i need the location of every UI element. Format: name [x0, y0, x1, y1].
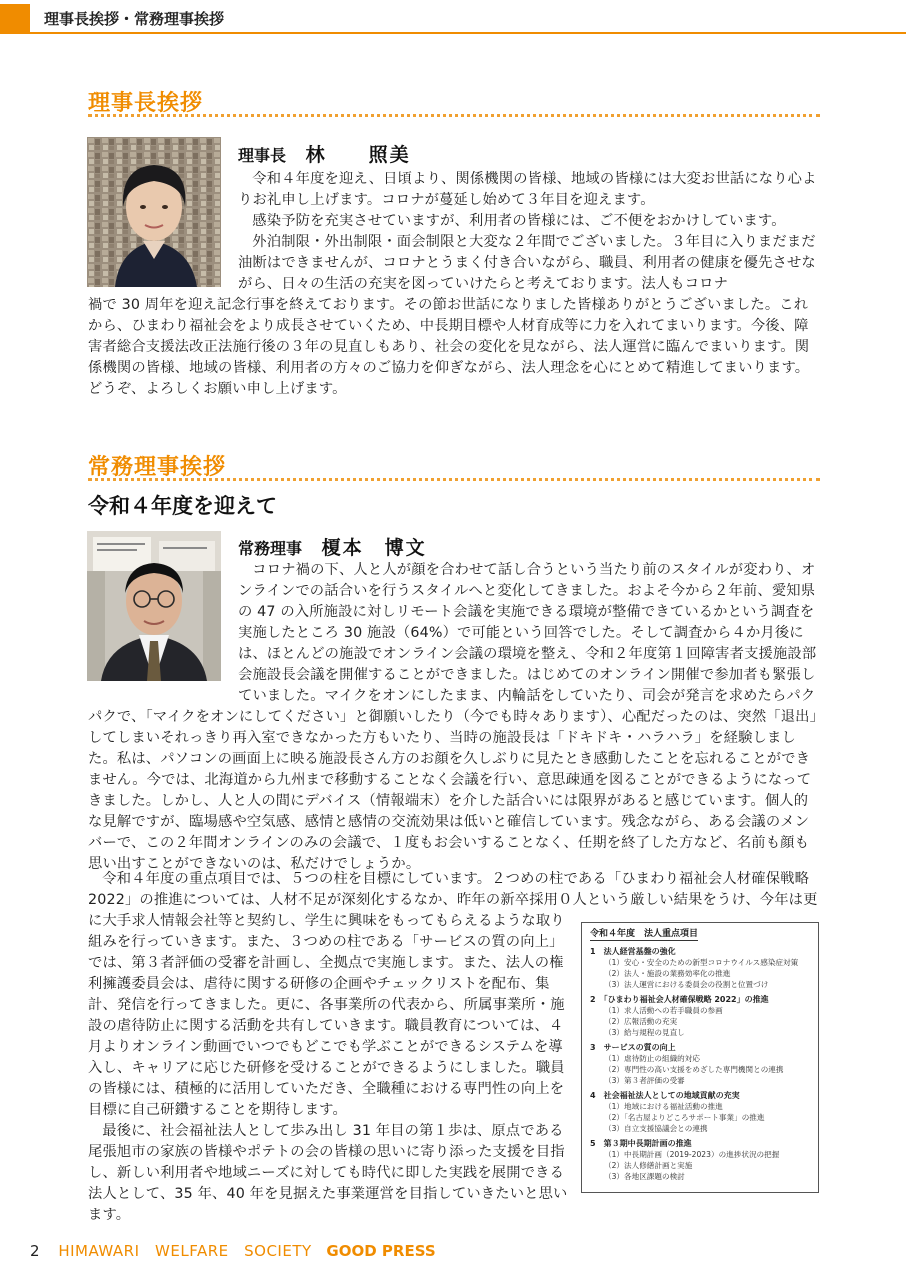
priority-heading: 1 法人経営基盤の強化: [590, 947, 676, 956]
priority-item: （1）虐待防止の組織的対応: [604, 1054, 700, 1063]
section-divider: [88, 114, 820, 117]
priority-item: （3）自立支援協議会との連携: [604, 1124, 708, 1133]
section-title-executive: 常務理事挨拶: [88, 455, 227, 480]
priority-group: [590, 1042, 810, 1086]
priority-item: （3）第３者評価の受審: [604, 1076, 685, 1085]
priority-item: （1）求人活動への若手職員の参画: [604, 1006, 723, 1015]
chairman-name-line: [238, 140, 411, 167]
executive-subtitle: 令和４年度を迎えて: [88, 494, 277, 518]
chairman-role: 理事長: [238, 146, 287, 165]
paragraph: に大手求人情報会社等と契約し、学生に興味をもってもらえるような取り組みを行っていきます。また、３つめの柱である「サービスの質の向上」では、第３者評価の受審を計画し、全拠点で実施します。また、法人の権利擁護委員会は、虐待に関する研修の企画やチェックリストを配布、集計、発信を行ってきました。更に、各事業所の代表から、所属事業所・施設の虐待防止に関する活動を共有していきます。職員教育については、４月よりオンライン動画でいつでもどこでも学ぶことができるシステムを導入し、キャリアに応じた研修を受けることができるようにしました。職員の皆様には、積極的に活用していただき、全職種における専門性の向上を目標に自己研鑽することを期待します。: [88, 913, 565, 1118]
society-name: HIMAWARI WELFARE SOCIETY: [58, 1242, 312, 1260]
priority-item: （1）安心・安全のための新型コロナウイルス感染症対策: [604, 958, 799, 967]
executive-message-narrow: [88, 911, 570, 1226]
paragraph: コロナ禍の下、人と人が顔を合わせて話し合うという当たり前のスタイルが変わり、オンラインでの話合いを行うスタイルへと変化してきました。およそ今から２年前、愛知県の 47 の入所施設に対しリモート会議を実施できる環境が整備できているかという調査を実施したところ 30 施設（64%）で可能という回答でした。そして調査から４か月後には、ほとんどの施設でオンライン会議の環境を整え、令和２年度第１回障害者支援施設部会施設長会議を開催することができました。はじめてのオンライン開催で参加者も緊張していました。マイクをオンにしたまま、内輪話をしていたり、司会が発言を求めたらパク: [238, 562, 817, 704]
paragraph: 感染予防を充実させていますが、利用者の皆様には、ご不便をおかけしています。: [252, 213, 786, 229]
executive-message-top: [238, 560, 820, 707]
paragraph: 令和４年度を迎え、日頃より、関係機関の皆様、地域の皆様には大変お世話になり心よりお礼申し上げます。コロナが蔓延し始めて３年目を迎えます。: [238, 171, 817, 208]
chairman-message-bottom: [88, 295, 820, 400]
priority-item: （3）給与規程の見直し: [604, 1028, 685, 1037]
priority-heading: 4 社会福祉法人としての地域貢献の充実: [590, 1091, 740, 1100]
paragraph: パクで、「マイクをオンにしてください」と御願いしたり（今でも時々あります）、心配だったのは、突然「退出」してしまいそれっきり再入室できなかった方もいたり、当時の施設長は「ドキドキ・ハラハラ」を経験しました。私は、パソコンの画面上に映る施設長さん方のお顔を久しぶりに見たとき感動したことを忘れることができません。今では、北海道から九州まで移動することなく会議を行い、意思疎通を図ることができるようになってきました。しかし、人と人の間にデバイス（情報端末）を介した話合いには限界があると感じています。個人的な見解ですが、臨場感や空気感、感情と感情の交流効果は低いと確信しています。残念ながら、ある会議のメンバーで、この２年間オンラインのみの会議で、１度もお会いすることなく、任期を終了した方など、名前も顔も思い出すことができないのは、私だけでしょうか。: [88, 709, 817, 872]
executive-photo: [87, 531, 221, 681]
priority-group: [590, 1138, 810, 1182]
paragraph: 外泊制限・外出制限・面会制限と大変な２年間でございました。３年目に入りまだまだ油断はできませんが、コロナとうまく付き合いながら、職員、利用者の健康を優先させながら、日々の生活の充実を図っていけたらと考えております。法人もコロナ: [238, 234, 816, 292]
page-footer: [30, 1240, 436, 1262]
paragraph: 令和４年度の重点項目では、５つの柱を目標にしています。２つめの柱である「ひまわり福祉会人材確保戦略 2022」の推進については、人材不足が深刻化するなか、昨年の新卒採用０人という厳しい結果をうけ、今年は更: [88, 871, 818, 908]
page-header: [0, 0, 906, 34]
priority-item: （1）中長期計画（2019-2023）の進捗状況の把握: [604, 1150, 780, 1159]
priority-item: （2）法人・施設の業務効率化の推進: [604, 969, 731, 978]
section-title-chairman: 理事長挨拶: [88, 91, 204, 116]
priority-group: [590, 994, 810, 1038]
priorities-title: 令和４年度 法人重点項目: [590, 929, 699, 939]
header-title: 理事長挨拶・常務理事挨拶: [44, 10, 225, 28]
priority-group: [590, 1090, 810, 1134]
section-divider: [88, 478, 820, 481]
header-rule: [30, 32, 906, 34]
executive-name: 榎本 博文: [321, 537, 427, 559]
priority-heading: 3 サービスの質の向上: [590, 1043, 676, 1052]
priority-item: （2）「名古屋よりどころサポート事業」の推進: [604, 1113, 765, 1122]
priority-item: （3）法人運営における委員会の役割と位置づけ: [604, 980, 769, 989]
executive-name-line: [238, 533, 427, 560]
executive-role: 常務理事: [238, 539, 303, 558]
executive-message-wide: [88, 869, 820, 911]
chairman-name: 林 照美: [305, 144, 411, 166]
paragraph: 禍で 30 周年を迎え記念行事を終えております。その節お世話になりました皆様ありがとうございました。これから、ひまわり福祉会をより成長させていくため、中長期目標や人材育成等に力を入れてまいります。今後、障害者総合支援法改正法施行後の３年の見直しもあり、社会の変化を見ながら、法人運営に臨んでまいります。関係機関の皆様、地域の皆様、利用者の方々のご協力を仰ぎながら、法人理念を心にとめて精進してまいります。どうぞ、よろしくお願い申し上げます。: [88, 297, 810, 397]
priority-heading: 2 「ひまわり福祉会人材確保戦略 2022」の推進: [590, 995, 769, 1004]
priorities-box: [581, 922, 819, 1193]
executive-message-mid: [88, 707, 820, 875]
paragraph: 最後に、社会福祉法人として歩み出し 31 年目の第１歩は、原点である尾張旭市の家族の皆様やポテトの会の皆様の思いに寄り添った支援を目指し、新しい利用者や地域ニーズに対しても時代に即した実践を展開できる法人として、35 年、40 年を見据えた事業運営を目指していきたいと思います。: [88, 1123, 568, 1223]
priority-item: （2）法人修繕計画と実施: [604, 1161, 693, 1170]
priority-item: （3）各地区課題の検討: [604, 1172, 685, 1181]
header-accent-block: [0, 4, 30, 34]
chairman-message-top: [238, 169, 820, 295]
priority-group: [590, 946, 810, 990]
priority-item: （2）広報活動の充実: [604, 1017, 678, 1026]
page-number: 2: [30, 1242, 40, 1260]
newsletter-brand: GOOD PRESS: [326, 1242, 436, 1260]
chairman-photo: [87, 137, 221, 287]
priority-item: （1）地域における福祉活動の推進: [604, 1102, 723, 1111]
priority-heading: 5 第３期中長期計画の推進: [590, 1139, 692, 1148]
priority-item: （2）専門性の高い支援をめざした専門機関との連携: [604, 1065, 784, 1074]
